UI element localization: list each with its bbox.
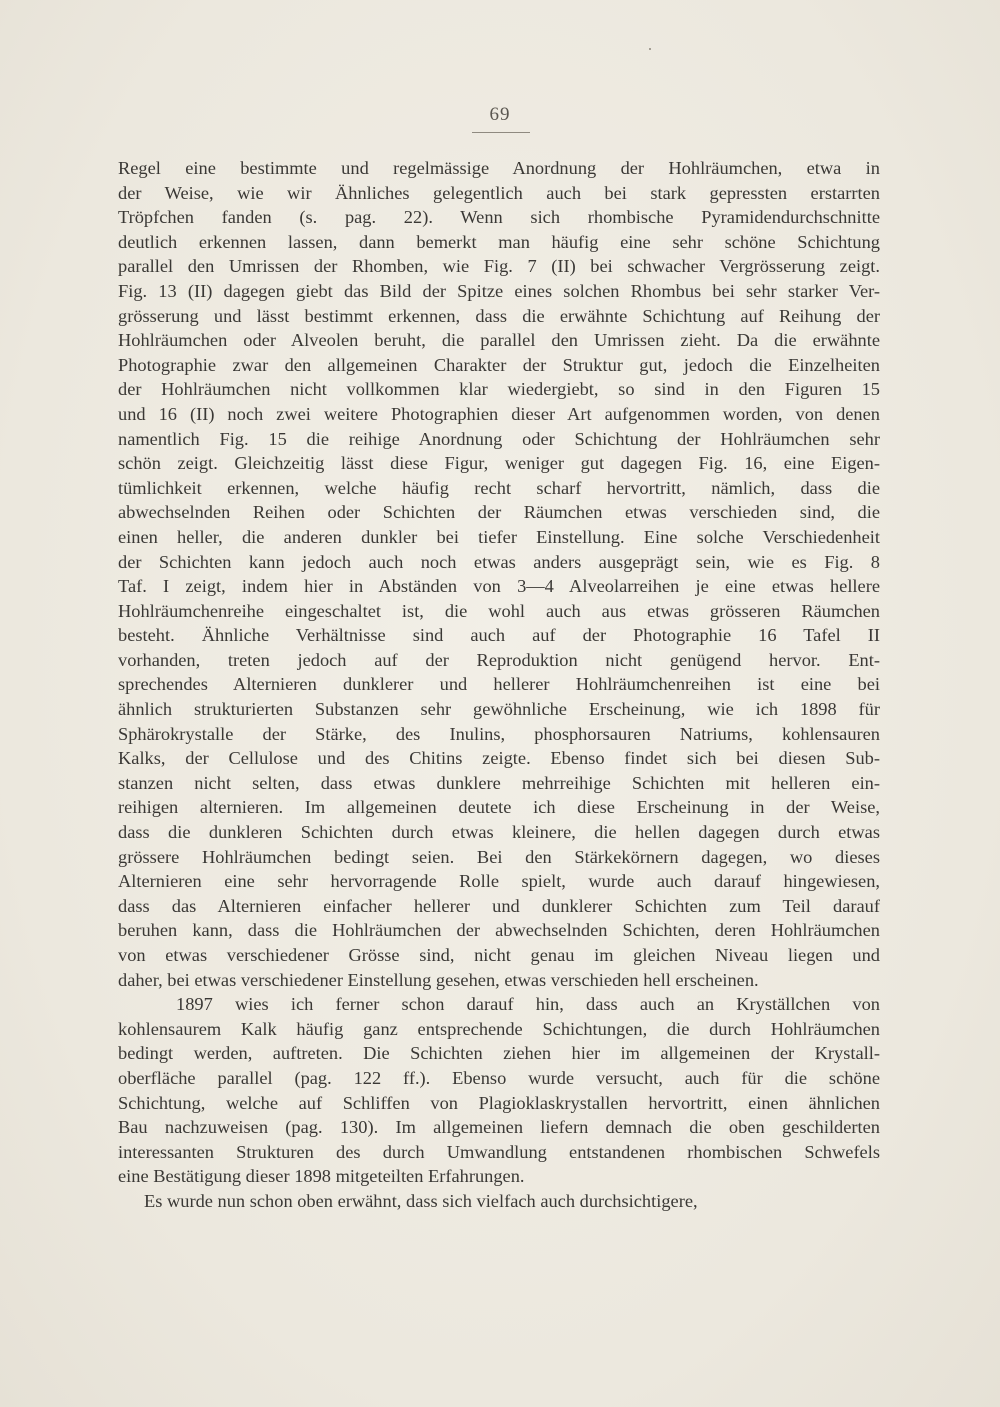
text-line: Photographie zwar den allgemeinen Charakter der Struktur gut, jedoch die Einzelheiten	[118, 354, 880, 375]
text-line: und 16 (II) noch zwei weitere Photographien dieser Art aufgenommen worden, von denen	[118, 403, 880, 424]
text-line: stanzen nicht selten, dass etwas dunklere mehrreihige Schichten mit helleren ein-	[118, 772, 880, 793]
header-rule	[472, 132, 530, 133]
text-line: namentlich Fig. 15 die reihige Anordnung oder Schichtung der Hohlräumchen sehr	[118, 428, 880, 449]
text-line: Kalks, der Cellulose und des Chitins zeigte. Ebenso findet sich bei diesen Sub-	[118, 748, 880, 769]
text-line: Bau nachzuweisen (pag. 130). Im allgemeinen liefern demnach die oben geschilderten	[118, 1117, 880, 1138]
text-line: sprechendes Alternieren dunklerer und hellerer Hohlräumchenreihen ist eine bei	[118, 674, 880, 695]
text-line: ähnlich strukturierten Substanzen sehr gewöhnliche Erscheinung, wie ich 1898 für	[118, 699, 880, 720]
text-line: der Schichten kann jedoch auch noch etwas anders ausgeprägt sein, wie es Fig. 8	[118, 551, 880, 572]
text-line: interessanten Strukturen des durch Umwandlung entstandenen rhombischen Schwefels	[118, 1141, 880, 1162]
text-line: Taf. I zeigt, indem hier in Abständen von 3—4 Alveolarreihen je eine etwas hellere	[118, 576, 880, 597]
text-line: Hohlräumchenreihe eingeschaltet ist, die wohl auch aus etwas grösseren Räumchen	[118, 600, 880, 621]
text-line: Schichtung, welche auf Schliffen von Plagioklaskrystallen hervortritt, einen ähnlichen	[118, 1092, 880, 1113]
text-line: Hohlräumchen oder Alveolen beruht, die parallel den Umrissen zieht. Da die erwähnte	[118, 330, 880, 351]
text-line: von etwas verschiedener Grösse sind, nicht genau im gleichen Niveau liegen und	[118, 945, 880, 965]
text-line: tümlichkeit erkennen, welche häufig recht scharf hervortritt, nämlich, dass die	[118, 477, 880, 498]
text-line: Tröpfchen fanden (s. pag. 22). Wenn sich rhombische Pyramidendurchschnitte	[118, 207, 880, 228]
text-line: parallel den Umrissen der Rhomben, wie Fig. 7 (II) bei schwacher Vergrösserung zeigt.	[118, 256, 880, 277]
text-line-paragraph-start: Es wurde nun schon oben erwähnt, dass sich vielfach auch durchsichtigere,	[144, 1190, 698, 1211]
text-line-paragraph-end: daher, bei etwas verschiedener Einstellung gesehen, etwas verschieden hell erscheinen.	[118, 969, 759, 990]
text-line: Fig. 13 (II) dagegen giebt das Bild der Spitze eines solchen Rhombus bei sehr starker Ver-	[118, 280, 880, 301]
text-line: dass die dunkleren Schichten durch etwas kleinere, die hellen dagegen durch etwas	[118, 822, 880, 843]
paper-speck	[649, 48, 651, 50]
text-line: bedingt werden, auftreten. Die Schichten ziehen hier im allgemeinen der Krystall-	[118, 1043, 880, 1064]
text-line: grösserung und lässt bestimmt erkennen, dass die erwähnte Schichtung auf Reihung der	[118, 305, 880, 326]
text-line: deutlich erkennen lassen, dann bemerkt man häufig eine sehr schöne Schichtung	[118, 231, 880, 252]
text-line: kohlensaurem Kalk häufig ganz entsprechende Schichtungen, die durch Hohlräumchen	[118, 1018, 880, 1039]
text-line: Alternieren eine sehr hervorragende Rolle spielt, wurde auch darauf hingewiesen,	[118, 871, 880, 892]
text-line: Sphärokrystalle der Stärke, des Inulins, phosphorsauren Natriums, kohlensauren	[118, 723, 880, 744]
text-line: reihigen alternieren. Im allgemeinen deutete ich diese Erscheinung in der Weise,	[118, 797, 880, 818]
text-line: vorhanden, treten jedoch auf der Reproduktion nicht genügend hervor. Ent-	[118, 649, 880, 670]
text-line: beruhen kann, dass die Hohlräumchen der abwechselnden Schichten, deren Hohlräumchen	[118, 920, 880, 941]
page-number: 69	[489, 104, 511, 125]
text-line: grössere Hohlräumchen bedingt seien. Bei den Stärkekörnern dagegen, wo dieses	[118, 846, 880, 867]
text-line: dass das Alternieren einfacher hellerer und dunklerer Schichten zum Teil darauf	[118, 895, 880, 916]
text-line: abwechselnden Reihen oder Schichten der Räumchen etwas verschieden sind, die	[118, 502, 880, 523]
text-line: der Weise, wie wir Ähnliches gelegentlich auch bei stark gepressten erstarrten	[118, 182, 880, 203]
text-line: oberfläche parallel (pag. 122 ff.). Ebenso wurde versucht, auch für die schöne	[118, 1067, 880, 1088]
text-line: der Hohlräumchen nicht vollkommen klar wiedergiebt, so sind in den Figuren 15	[118, 379, 880, 400]
text-line-paragraph-end: eine Bestätigung dieser 1898 mitgeteilten Erfahrungen.	[118, 1166, 525, 1187]
text-line-paragraph-start: 1897 wies ich ferner schon darauf hin, dass auch an Kryställchen von	[176, 994, 880, 1015]
body-text	[118, 156, 880, 1214]
text-line: besteht. Ähnliche Verhältnisse sind auch auf der Photographie 16 Tafel II	[118, 625, 880, 646]
text-line: Regel eine bestimmte und regelmässige Anordnung der Hohlräumchen, etwa in	[118, 158, 880, 178]
text-line: schön zeigt. Gleichzeitig lässt diese Figur, weniger gut dagegen Fig. 16, eine Eigen-	[118, 453, 880, 474]
text-line: einen heller, die anderen dunkler bei tiefer Einstellung. Eine solche Verschiedenheit	[118, 526, 880, 547]
